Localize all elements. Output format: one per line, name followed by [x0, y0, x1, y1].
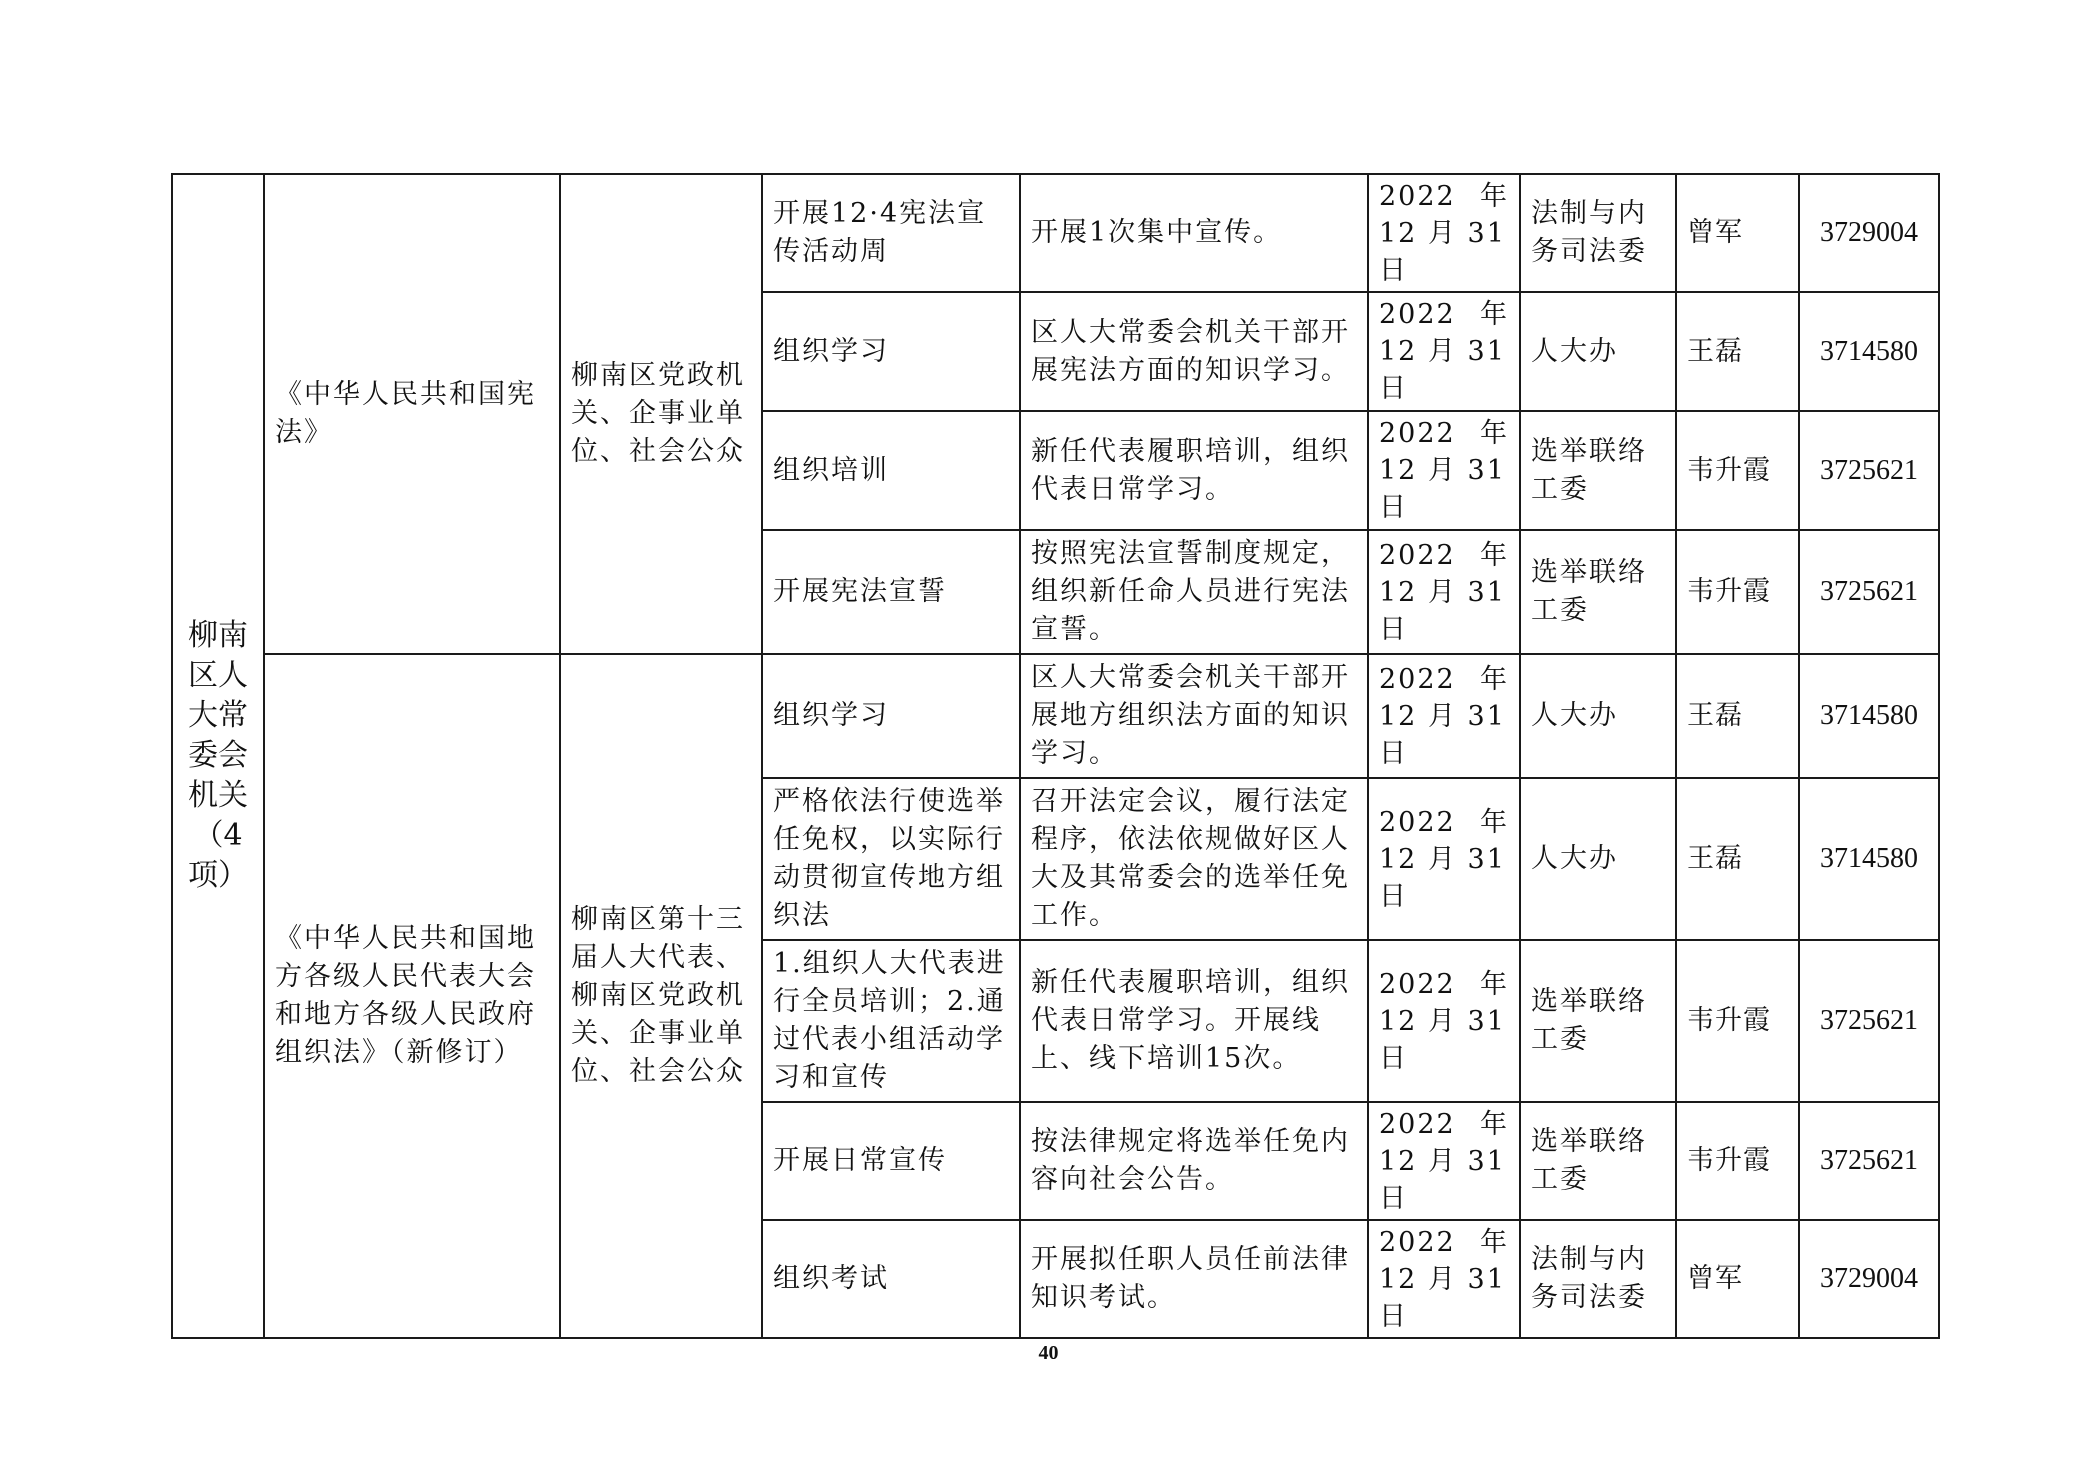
content-cell: 按法律规定将选举任免内容向社会公告。: [1020, 1102, 1368, 1220]
activity-cell: 开展宪法宣誓: [762, 530, 1020, 654]
organization-cell: 柳南区人大常委会机关（4项）: [172, 174, 264, 1338]
contact-person-cell: 韦升霞: [1676, 940, 1799, 1102]
department-cell: 选举联络工委: [1520, 1102, 1676, 1220]
audience-cell: 柳南区党政机关、企事业单位、社会公众: [560, 174, 762, 654]
content-cell: 开展拟任职人员任前法律知识考试。: [1020, 1220, 1368, 1338]
deadline-cell: 2022 年 12 月 31 日: [1368, 654, 1520, 778]
content-cell: 新任代表履职培训，组织代表日常学习。: [1020, 411, 1368, 530]
deadline-cell: 2022 年 12 月 31 日: [1368, 174, 1520, 292]
phone-cell: 3725621: [1799, 940, 1939, 1102]
table-row: [172, 654, 1939, 778]
deadline-cell: 2022 年 12 月 31 日: [1368, 411, 1520, 530]
content-cell: 开展1次集中宣传。: [1020, 174, 1368, 292]
contact-person-cell: 曾军: [1676, 1220, 1799, 1338]
activity-cell: 组织培训: [762, 411, 1020, 530]
activity-cell: 组织考试: [762, 1220, 1020, 1338]
deadline-cell: 2022 年 12 月 31 日: [1368, 1220, 1520, 1338]
department-cell: 选举联络工委: [1520, 940, 1676, 1102]
contact-person-cell: 王磊: [1676, 778, 1799, 940]
contact-person-cell: 曾军: [1676, 174, 1799, 292]
activity-cell: 开展12·4宪法宣传活动周: [762, 174, 1020, 292]
department-cell: 人大办: [1520, 292, 1676, 411]
page-number: 40: [1038, 1342, 1059, 1364]
phone-cell: 3725621: [1799, 411, 1939, 530]
deadline-cell: 2022 年 12 月 31 日: [1368, 778, 1520, 940]
phone-cell: 3729004: [1799, 1220, 1939, 1338]
phone-cell: 3714580: [1799, 778, 1939, 940]
deadline-cell: 2022 年 12 月 31 日: [1368, 530, 1520, 654]
department-cell: 选举联络工委: [1520, 530, 1676, 654]
activity-cell: 开展日常宣传: [762, 1102, 1020, 1220]
content-cell: 区人大常委会机关干部开展地方组织法方面的知识学习。: [1020, 654, 1368, 778]
phone-cell: 3725621: [1799, 530, 1939, 654]
deadline-cell: 2022 年 12 月 31 日: [1368, 940, 1520, 1102]
content-cell: 新任代表履职培训，组织代表日常学习。开展线上、线下培训15次。: [1020, 940, 1368, 1102]
table-row: [172, 174, 1939, 292]
department-cell: 人大办: [1520, 654, 1676, 778]
law-name-cell: 《中华人民共和国宪法》: [264, 174, 560, 654]
phone-cell: 3729004: [1799, 174, 1939, 292]
content-cell: 召开法定会议，履行法定程序，依法依规做好区人大及其常委会的选举任免工作。: [1020, 778, 1368, 940]
contact-person-cell: 王磊: [1676, 292, 1799, 411]
department-cell: 选举联络工委: [1520, 411, 1676, 530]
contact-person-cell: 韦升霞: [1676, 411, 1799, 530]
content-cell: 按照宪法宣誓制度规定，组织新任命人员进行宪法宣誓。: [1020, 530, 1368, 654]
department-cell: 法制与内务司法委: [1520, 1220, 1676, 1338]
contact-person-cell: 王磊: [1676, 654, 1799, 778]
phone-cell: 3714580: [1799, 654, 1939, 778]
deadline-cell: 2022 年 12 月 31 日: [1368, 292, 1520, 411]
contact-person-cell: 韦升霞: [1676, 1102, 1799, 1220]
content-cell: 区人大常委会机关干部开展宪法方面的知识学习。: [1020, 292, 1368, 411]
law-name-cell: 《中华人民共和国地方各级人民代表大会和地方各级人民政府组织法》（新修订）: [264, 654, 560, 1338]
activity-cell: 1.组织人大代表进行全员培训；2.通过代表小组活动学习和宣传: [762, 940, 1020, 1102]
department-cell: 人大办: [1520, 778, 1676, 940]
audience-cell: 柳南区第十三届人大代表、柳南区党政机关、企事业单位、社会公众: [560, 654, 762, 1338]
activity-cell: 严格依法行使选举任免权，以实际行动贯彻宣传地方组织法: [762, 778, 1020, 940]
contact-person-cell: 韦升霞: [1676, 530, 1799, 654]
phone-cell: 3725621: [1799, 1102, 1939, 1220]
department-cell: 法制与内务司法委: [1520, 174, 1676, 292]
activity-cell: 组织学习: [762, 292, 1020, 411]
activity-cell: 组织学习: [762, 654, 1020, 778]
deadline-cell: 2022 年 12 月 31 日: [1368, 1102, 1520, 1220]
law-publicity-table: [171, 173, 1940, 1339]
phone-cell: 3714580: [1799, 292, 1939, 411]
